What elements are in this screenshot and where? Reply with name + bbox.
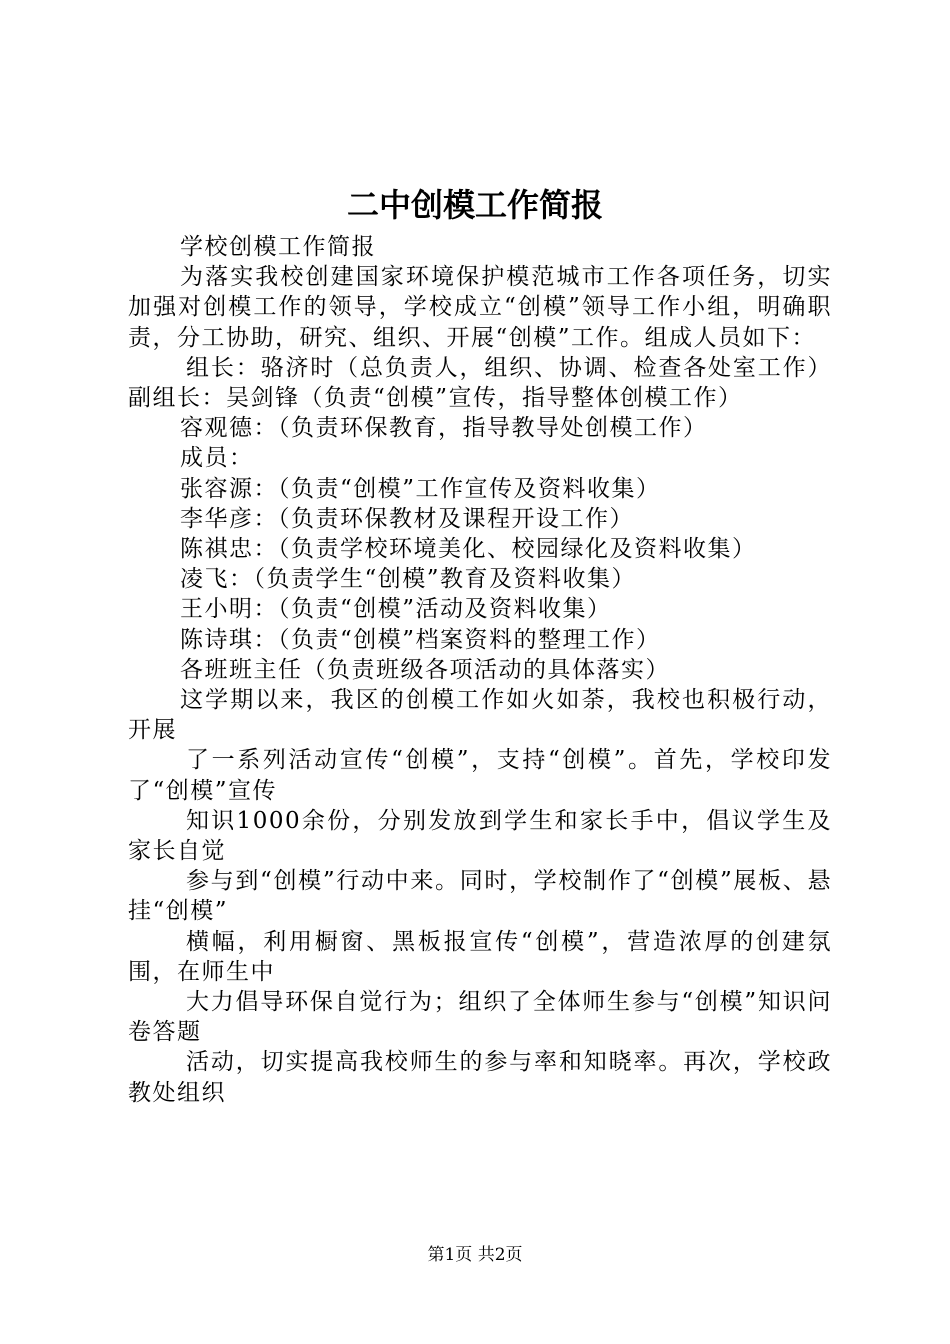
paragraph-activity: 这学期以来，我区的创模工作如火如荼，我校也积极行动，开展: [128, 687, 832, 744]
paragraph-member: 王小明：（负责“创模”活动及资料收集）: [180, 596, 612, 623]
paragraph-activity: 横幅，利用橱窗、黑板报宣传“创模”，营造浓厚的创建氛围，在师生中: [128, 928, 832, 985]
paragraph-activity: 大力倡导环保自觉行为；组织了全体师生参与“创模”知识问卷答题: [128, 989, 832, 1046]
paragraph-activity: 知识1000余份，分别发放到学生和家长手中，倡议学生及家长自觉: [128, 807, 832, 865]
document-body: [128, 232, 832, 1108]
paragraph-member: 张容源：（负责“创模”工作宣传及资料收集）: [180, 475, 661, 502]
paragraph-member: 凌飞：（负责学生“创模”教育及资料收集）: [180, 566, 637, 593]
page-number-footer: 第1页 共2页: [427, 1245, 523, 1265]
paragraph-intro: 为落实我校创建国家环境保护模范城市工作各项任务，切实加强对创模工作的领导，学校成立“创模”领导工作小组，明确职责，分工协助，研究、组织、开展“创模”工作。组成人员如下：: [128, 264, 832, 351]
paragraph-member: 容观德：（负责环保教育，指导教导处创模工作）: [180, 415, 708, 442]
paragraph-member: 陈祺忠：（负责学校环境美化、校园绿化及资料收集）: [180, 536, 757, 563]
paragraph-activity: 活动，切实提高我校师生的参与率和知晓率。再次，学校政教处组织: [128, 1049, 832, 1106]
paragraph-member: 李华彦：（负责环保教材及课程开设工作）: [180, 505, 634, 532]
paragraph-member: 各班班主任（负责班级各项活动的具体落实）: [180, 656, 670, 683]
paragraph-activity: 了一系列活动宣传“创模”，支持“创模”。首先，学校印发了“创模”宣传: [128, 747, 832, 804]
document-title: 二中创模工作简报: [346, 186, 603, 224]
paragraph-members-heading: 成员：: [180, 445, 254, 472]
paragraph-member: 陈诗琪：（负责“创模”档案资料的整理工作）: [180, 626, 661, 653]
paragraph-leader: 组长：骆济时（总负责人，组织、协调、检查各处室工作）副组长：吴剑锋（负责“创模”宣传，指导整体创模工作）: [128, 354, 832, 412]
paragraph-subtitle: 学校创模工作简报: [180, 234, 376, 260]
paragraph-activity: 参与到“创模”行动中来。同时，学校制作了“创模”展板、悬挂“创模”: [128, 868, 832, 925]
